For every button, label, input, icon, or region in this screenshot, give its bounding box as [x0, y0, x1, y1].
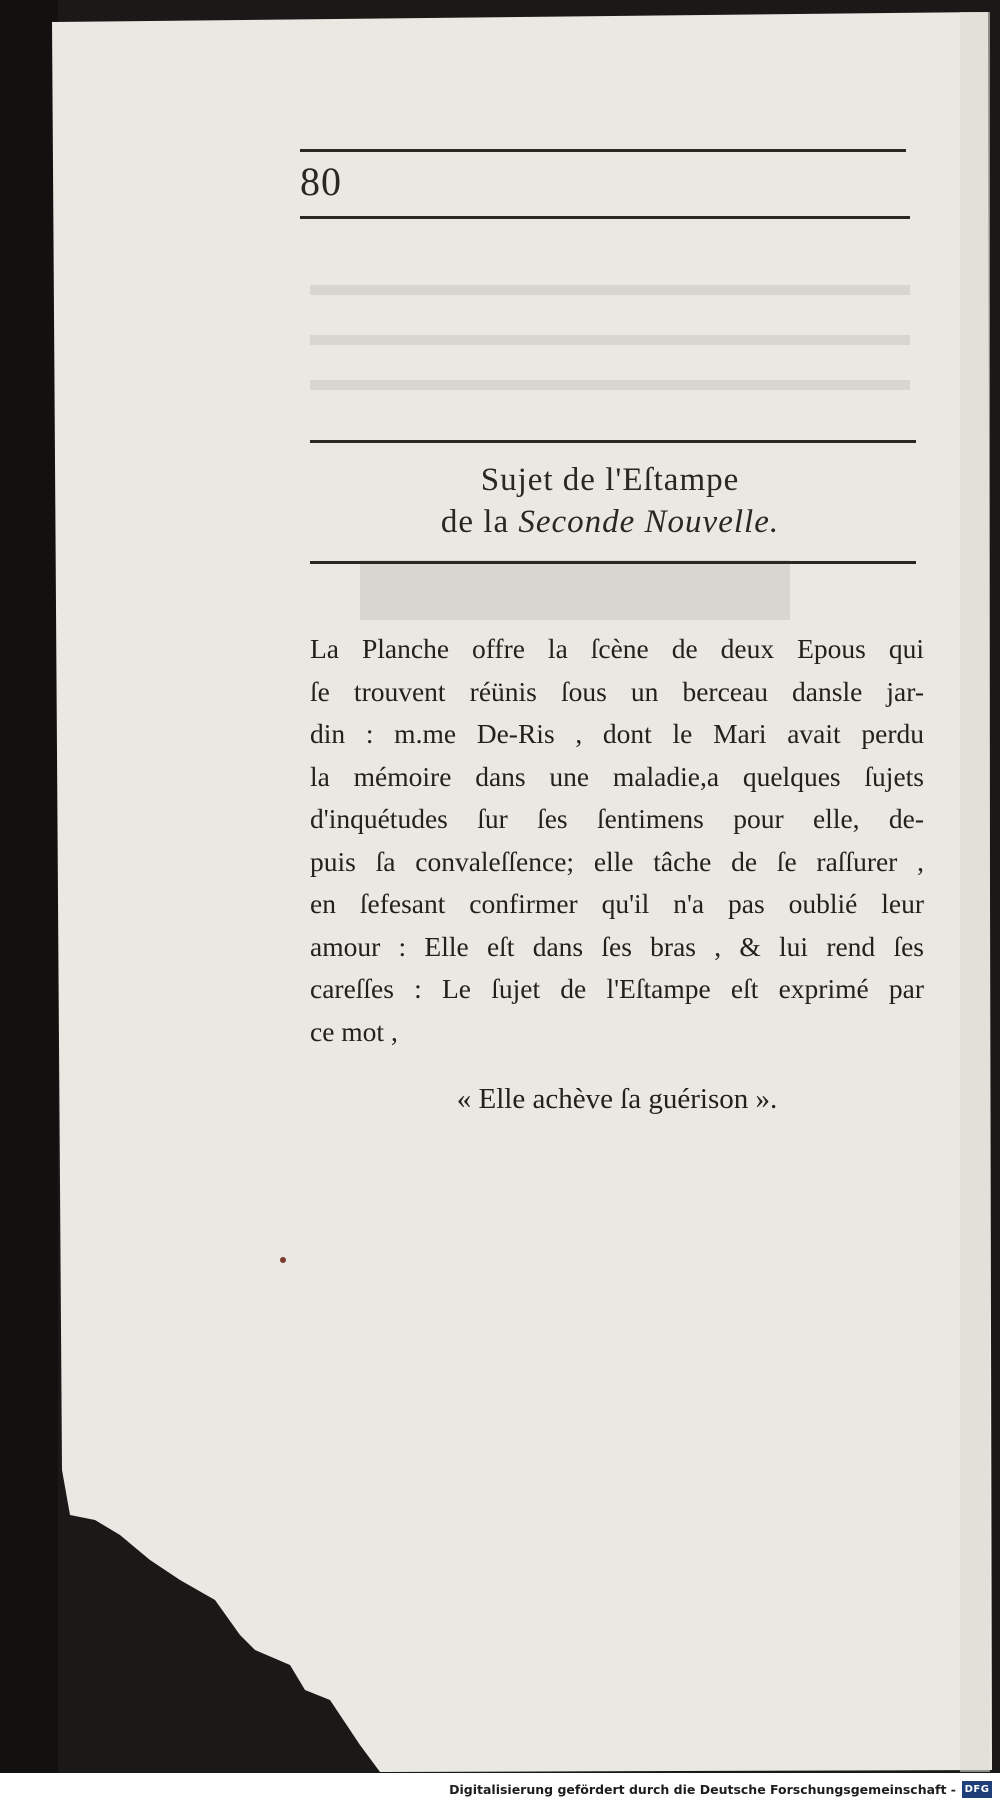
title-line-2-italic: Seconde Nouvelle. [518, 504, 780, 540]
body-line: amour : Elle eſt dans ſes bras , & lui rend ſes [310, 930, 924, 962]
footer-credit: Digitalisierung gefördert durch die Deutsche Forschungsgemeinschaft - [449, 1782, 956, 1797]
header-rule-top [300, 149, 906, 152]
closing-quote: « Elle achève ſa guérison ». [456, 1083, 778, 1115]
footer-bar [0, 1773, 1000, 1805]
title-line-2-prefix: de la [440, 504, 510, 540]
body-line: puis ſa convaleſſence; elle tâche de ſe raſſurer , [310, 845, 924, 877]
title-line-1: Sujet de l'Eſtampe [480, 462, 740, 498]
body-line: din : m.me De-Ris , dont le Mari avait perdu [310, 718, 924, 749]
body-line: ce mot , [310, 1015, 398, 1047]
dfg-logo: DFG [962, 1781, 992, 1798]
body-line: ſe trouvent réünis ſous un berceau dansle jar- [310, 675, 924, 707]
body-line: La Planche offre la ſcène de deux Epous qui [310, 633, 924, 664]
body-paragraph [310, 628, 924, 1053]
body-line: en ſefesant confirmer qu'il n'a pas oublié leur [310, 888, 924, 919]
page-number: 80 [300, 159, 342, 204]
header-rule-bottom [300, 216, 910, 219]
body-line: la mémoire dans une maladie,a quelques ſujets [310, 760, 924, 792]
body-line: careſſes : Le ſujet de l'Eſtampe eſt exprimé par [310, 973, 924, 1004]
body-line: d'inquétudes ſur ſes ſentimens pour elle, de- [310, 803, 924, 834]
title-rule-top [310, 440, 916, 443]
title-line-2 [310, 504, 910, 541]
title-rule-bottom [310, 561, 916, 564]
